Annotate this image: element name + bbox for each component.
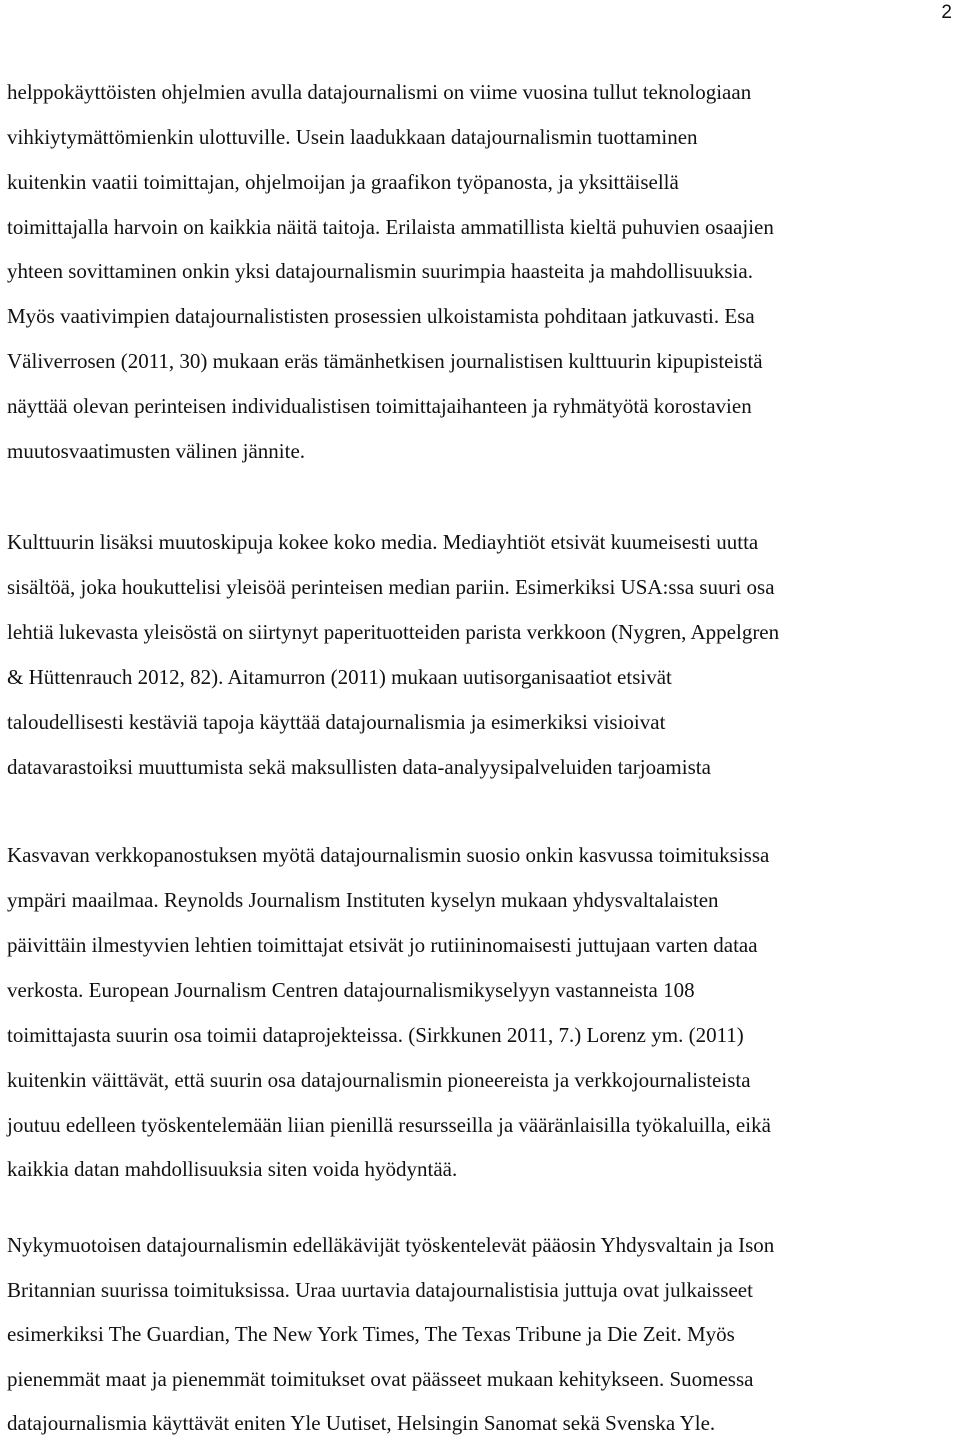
text-line: joutuu edelleen työskentelemään liian pienillä resursseilla ja vääränlaisilla työkaluilla, eikä: [7, 1113, 771, 1137]
text-line: vihkiytymättömienkin ulottuville. Usein laadukkaan datajournalismin tuottaminen: [7, 125, 698, 149]
text-line: Myös vaativimpien datajournalististen prosessien ulkoistamista pohditaan jatkuvasti. Esa: [7, 304, 755, 328]
text-line: toimittajasta suurin osa toimii dataprojekteissa. (Sirkkunen 2011, 7.) Lorenz ym. (2011): [7, 1023, 744, 1047]
text-line: datavarastoiksi muuttumista sekä maksullisten data-analyysipalveluiden tarjoamista: [7, 755, 711, 779]
text-line: ympäri maailmaa. Reynolds Journalism Instituten kyselyn mukaan yhdysvaltalaisten: [7, 888, 719, 912]
text-line: Britannian suurissa toimituksissa. Uraa uurtavia datajournalistisia juttuja ovat julkaisseet: [7, 1278, 753, 1302]
text-line: taloudellisesti kestäviä tapoja käyttää datajournalismia ja esimerkiksi visioivat: [7, 710, 666, 734]
text-line: toimittajalla harvoin on kaikkia näitä taitoja. Erilaista ammatillista kieltä puhuvien osaajien: [7, 215, 774, 239]
text-line: yhteen sovittaminen onkin yksi datajournalismin suurimpia haasteita ja mahdollisuuksia.: [7, 259, 753, 283]
text-line: lehtiä lukevasta yleisöstä on siirtynyt paperituotteiden parista verkkoon (Nygren, Appelgren: [7, 620, 780, 644]
text-line: & Hüttenrauch 2012, 82). Aitamurron (2011) mukaan uutisorganisaatiot etsivät: [7, 665, 672, 689]
text-line: helppokäyttöisten ohjelmien avulla datajournalismi on viime vuosina tullut teknologiaan: [7, 80, 752, 104]
text-line: kaikkia datan mahdollisuuksia siten voida hyödyntää.: [7, 1157, 458, 1181]
text-line: päivittäin ilmestyvien lehtien toimittajat etsivät jo rutiininomaisesti juttujaan varten dataa: [7, 933, 758, 957]
text-line: kuitenkin vaatii toimittajan, ohjelmoijan ja graafikon työpanosta, ja yksittäisellä: [7, 170, 679, 194]
text-line: verkosta. European Journalism Centren datajournalismikyselyyn vastanneista 108: [7, 978, 695, 1002]
text-line: Kulttuurin lisäksi muutoskipuja kokee koko media. Mediayhtiöt etsivät kuumeisesti uutta: [7, 530, 759, 554]
text-line: datajournalismia käyttävät eniten Yle Uutiset, Helsingin Sanomat sekä Svenska Yle.: [7, 1411, 716, 1435]
text-line: esimerkiksi The Guardian, The New York Times, The Texas Tribune ja Die Zeit. Myös: [7, 1322, 735, 1346]
page-number: 2: [941, 2, 952, 23]
text-line: Nykymuotoisen datajournalismin edelläkävijät työskentelevät pääosin Yhdysvaltain ja Ison: [7, 1233, 775, 1257]
text-line: Kasvavan verkkopanostuksen myötä datajournalismin suosio onkin kasvussa toimituksissa: [7, 843, 770, 867]
text-line: sisältöä, joka houkuttelisi yleisöä perinteisen median pariin. Esimerkiksi USA:ssa suuri osa: [7, 575, 775, 599]
text-line: pienemmät maat ja pienemmät toimitukset ovat päässeet mukaan kehitykseen. Suomessa: [7, 1367, 754, 1391]
text-line: Väliverrosen (2011, 30) mukaan eräs tämänhetkisen journalistisen kulttuurin kipupisteistä: [7, 349, 763, 373]
text-line: näyttää olevan perinteisen individualistisen toimittajaihanteen ja ryhmätyötä korostavien: [7, 394, 752, 418]
text-line: muutosvaatimusten välinen jännite.: [7, 439, 306, 463]
text-line: kuitenkin väittävät, että suurin osa datajournalismin pioneereista ja verkkojournalisteista: [7, 1068, 751, 1092]
